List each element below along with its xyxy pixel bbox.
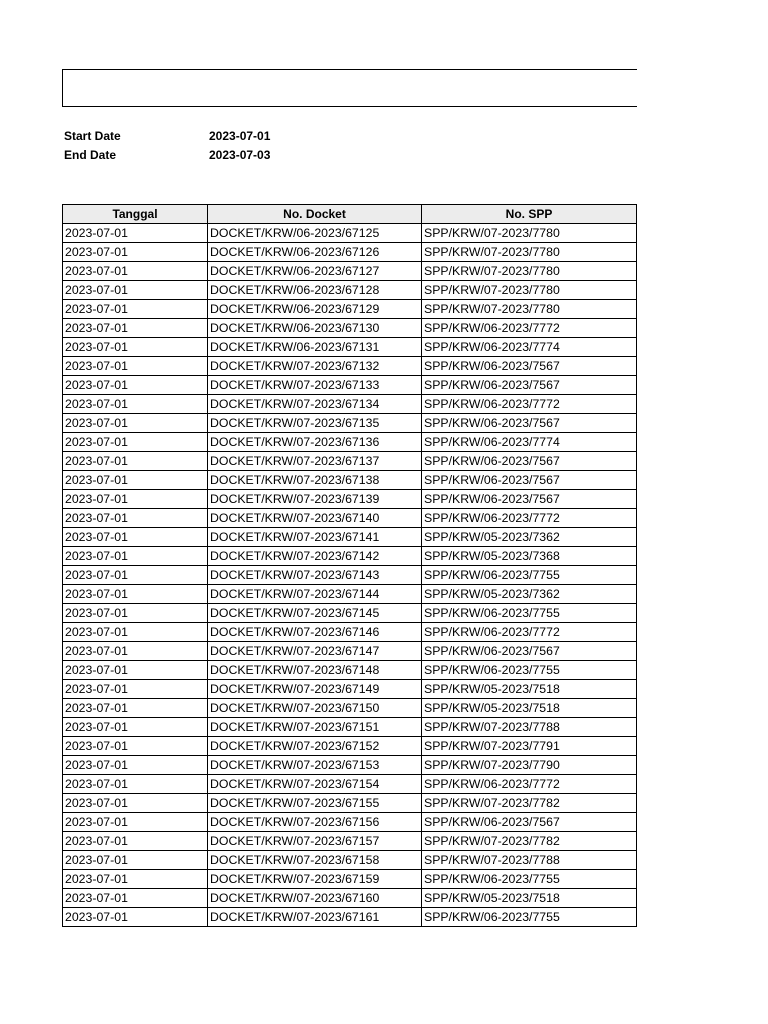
cell-tanggal: 2023-07-01 — [63, 490, 208, 509]
table-row — [63, 623, 637, 642]
table-row — [63, 680, 637, 699]
cell-no-spp: SPP/KRW/06-2023/7755 — [422, 661, 637, 680]
start-date-label: Start Date — [64, 129, 121, 143]
cell-tanggal: 2023-07-01 — [63, 718, 208, 737]
column-header-no-spp: No. SPP — [422, 205, 637, 224]
cell-no-spp: SPP/KRW/06-2023/7755 — [422, 566, 637, 585]
cell-tanggal: 2023-07-01 — [63, 243, 208, 262]
table-row — [63, 718, 637, 737]
table-row — [63, 794, 637, 813]
table-row — [63, 395, 637, 414]
cell-no-docket: DOCKET/KRW/07-2023/67151 — [208, 718, 422, 737]
cell-no-spp: SPP/KRW/05-2023/7518 — [422, 699, 637, 718]
table-row — [63, 813, 637, 832]
cell-no-spp: SPP/KRW/05-2023/7518 — [422, 889, 637, 908]
cell-no-docket: DOCKET/KRW/07-2023/67159 — [208, 870, 422, 889]
cell-tanggal: 2023-07-01 — [63, 813, 208, 832]
table-row — [63, 452, 637, 471]
table-row — [63, 224, 637, 243]
cell-no-spp: SPP/KRW/06-2023/7755 — [422, 870, 637, 889]
cell-tanggal: 2023-07-01 — [63, 300, 208, 319]
cell-no-spp: SPP/KRW/06-2023/7567 — [422, 471, 637, 490]
table-row — [63, 509, 637, 528]
cell-no-spp: SPP/KRW/07-2023/7780 — [422, 224, 637, 243]
cell-no-spp: SPP/KRW/06-2023/7567 — [422, 376, 637, 395]
cell-no-spp: SPP/KRW/06-2023/7567 — [422, 414, 637, 433]
cell-no-docket: DOCKET/KRW/07-2023/67150 — [208, 699, 422, 718]
table-row — [63, 851, 637, 870]
table-row — [63, 262, 637, 281]
cell-no-spp: SPP/KRW/06-2023/7755 — [422, 604, 637, 623]
table-row — [63, 433, 637, 452]
cell-no-spp: SPP/KRW/06-2023/7774 — [422, 338, 637, 357]
cell-no-spp: SPP/KRW/07-2023/7780 — [422, 243, 637, 262]
end-date-value: 2023-07-03 — [209, 148, 271, 162]
table-row — [63, 547, 637, 566]
cell-no-docket: DOCKET/KRW/06-2023/67125 — [208, 224, 422, 243]
table-row — [63, 376, 637, 395]
cell-no-docket: DOCKET/KRW/07-2023/67154 — [208, 775, 422, 794]
cell-tanggal: 2023-07-01 — [63, 794, 208, 813]
cell-no-spp: SPP/KRW/06-2023/7772 — [422, 775, 637, 794]
cell-no-docket: DOCKET/KRW/07-2023/67158 — [208, 851, 422, 870]
cell-no-spp: SPP/KRW/05-2023/7362 — [422, 528, 637, 547]
table-header-row — [63, 205, 637, 224]
cell-tanggal: 2023-07-01 — [63, 680, 208, 699]
table-row — [63, 756, 637, 775]
cell-no-docket: DOCKET/KRW/07-2023/67136 — [208, 433, 422, 452]
start-date-value: 2023-07-01 — [209, 129, 271, 143]
table-row — [63, 243, 637, 262]
cell-tanggal: 2023-07-01 — [63, 623, 208, 642]
cell-no-spp: SPP/KRW/05-2023/7518 — [422, 680, 637, 699]
cell-no-docket: DOCKET/KRW/07-2023/67152 — [208, 737, 422, 756]
cell-no-docket: DOCKET/KRW/07-2023/67133 — [208, 376, 422, 395]
cell-no-docket: DOCKET/KRW/07-2023/67160 — [208, 889, 422, 908]
cell-tanggal: 2023-07-01 — [63, 547, 208, 566]
cell-no-spp: SPP/KRW/06-2023/7772 — [422, 395, 637, 414]
cell-no-spp: SPP/KRW/06-2023/7772 — [422, 509, 637, 528]
cell-tanggal: 2023-07-01 — [63, 756, 208, 775]
cell-no-docket: DOCKET/KRW/07-2023/67161 — [208, 908, 422, 927]
table-row — [63, 357, 637, 376]
end-date-label: End Date — [64, 148, 117, 162]
cell-tanggal: 2023-07-01 — [63, 870, 208, 889]
table-row — [63, 300, 637, 319]
cell-no-spp: SPP/KRW/07-2023/7788 — [422, 718, 637, 737]
cell-tanggal: 2023-07-01 — [63, 642, 208, 661]
cell-no-docket: DOCKET/KRW/07-2023/67155 — [208, 794, 422, 813]
column-header-tanggal: Tanggal — [63, 205, 208, 224]
table-row — [63, 566, 637, 585]
cell-no-docket: DOCKET/KRW/06-2023/67129 — [208, 300, 422, 319]
cell-tanggal: 2023-07-01 — [63, 851, 208, 870]
cell-tanggal: 2023-07-01 — [63, 376, 208, 395]
cell-tanggal: 2023-07-01 — [63, 699, 208, 718]
cell-no-docket: DOCKET/KRW/07-2023/67143 — [208, 566, 422, 585]
cell-tanggal: 2023-07-01 — [63, 528, 208, 547]
cell-no-docket: DOCKET/KRW/07-2023/67157 — [208, 832, 422, 851]
cell-no-docket: DOCKET/KRW/07-2023/67132 — [208, 357, 422, 376]
cell-no-spp: SPP/KRW/06-2023/7772 — [422, 623, 637, 642]
docket-table — [62, 204, 637, 927]
table-row — [63, 414, 637, 433]
cell-no-docket: DOCKET/KRW/07-2023/67141 — [208, 528, 422, 547]
cell-tanggal: 2023-07-01 — [63, 357, 208, 376]
cell-no-spp: SPP/KRW/06-2023/7567 — [422, 813, 637, 832]
cell-no-docket: DOCKET/KRW/07-2023/67145 — [208, 604, 422, 623]
cell-tanggal: 2023-07-01 — [63, 433, 208, 452]
cell-no-spp: SPP/KRW/06-2023/7567 — [422, 357, 637, 376]
cell-tanggal: 2023-07-01 — [63, 224, 208, 243]
table-row — [63, 737, 637, 756]
cell-no-docket: DOCKET/KRW/07-2023/67142 — [208, 547, 422, 566]
table-row — [63, 832, 637, 851]
cell-no-docket: DOCKET/KRW/07-2023/67135 — [208, 414, 422, 433]
cell-no-docket: DOCKET/KRW/06-2023/67126 — [208, 243, 422, 262]
cell-tanggal: 2023-07-01 — [63, 775, 208, 794]
cell-tanggal: 2023-07-01 — [63, 452, 208, 471]
cell-no-spp: SPP/KRW/07-2023/7791 — [422, 737, 637, 756]
cell-no-spp: SPP/KRW/07-2023/7780 — [422, 300, 637, 319]
column-header-no-docket: No. Docket — [208, 205, 422, 224]
cell-no-docket: DOCKET/KRW/06-2023/67127 — [208, 262, 422, 281]
cell-no-docket: DOCKET/KRW/07-2023/67134 — [208, 395, 422, 414]
cell-tanggal: 2023-07-01 — [63, 509, 208, 528]
table-row — [63, 281, 637, 300]
report-title-box — [62, 69, 637, 107]
cell-tanggal: 2023-07-01 — [63, 661, 208, 680]
table-body — [63, 224, 637, 927]
cell-no-spp: SPP/KRW/06-2023/7567 — [422, 490, 637, 509]
table-row — [63, 490, 637, 509]
cell-no-spp: SPP/KRW/07-2023/7782 — [422, 832, 637, 851]
cell-tanggal: 2023-07-01 — [63, 338, 208, 357]
cell-no-docket: DOCKET/KRW/07-2023/67149 — [208, 680, 422, 699]
table-row — [63, 870, 637, 889]
cell-no-spp: SPP/KRW/07-2023/7788 — [422, 851, 637, 870]
cell-tanggal: 2023-07-01 — [63, 604, 208, 623]
table-row — [63, 642, 637, 661]
table-row — [63, 319, 637, 338]
cell-no-docket: DOCKET/KRW/07-2023/67148 — [208, 661, 422, 680]
cell-no-spp: SPP/KRW/07-2023/7780 — [422, 281, 637, 300]
cell-no-docket: DOCKET/KRW/06-2023/67131 — [208, 338, 422, 357]
cell-no-spp: SPP/KRW/06-2023/7772 — [422, 319, 637, 338]
cell-no-docket: DOCKET/KRW/07-2023/67139 — [208, 490, 422, 509]
cell-no-docket: DOCKET/KRW/07-2023/67147 — [208, 642, 422, 661]
cell-no-spp: SPP/KRW/07-2023/7790 — [422, 756, 637, 775]
cell-no-spp: SPP/KRW/05-2023/7362 — [422, 585, 637, 604]
cell-no-spp: SPP/KRW/06-2023/7774 — [422, 433, 637, 452]
cell-tanggal: 2023-07-01 — [63, 566, 208, 585]
cell-no-docket: DOCKET/KRW/07-2023/67144 — [208, 585, 422, 604]
table-row — [63, 889, 637, 908]
table-row — [63, 528, 637, 547]
cell-no-docket: DOCKET/KRW/06-2023/67130 — [208, 319, 422, 338]
cell-tanggal: 2023-07-01 — [63, 585, 208, 604]
table-row — [63, 471, 637, 490]
table-row — [63, 585, 637, 604]
cell-no-spp: SPP/KRW/06-2023/7567 — [422, 452, 637, 471]
table-row — [63, 908, 637, 927]
cell-no-docket: DOCKET/KRW/07-2023/67146 — [208, 623, 422, 642]
cell-tanggal: 2023-07-01 — [63, 281, 208, 300]
cell-no-spp: SPP/KRW/06-2023/7755 — [422, 908, 637, 927]
cell-tanggal: 2023-07-01 — [63, 471, 208, 490]
table-row — [63, 699, 637, 718]
cell-tanggal: 2023-07-01 — [63, 832, 208, 851]
cell-no-docket: DOCKET/KRW/07-2023/67140 — [208, 509, 422, 528]
cell-no-docket: DOCKET/KRW/07-2023/67156 — [208, 813, 422, 832]
cell-no-spp: SPP/KRW/05-2023/7368 — [422, 547, 637, 566]
cell-tanggal: 2023-07-01 — [63, 319, 208, 338]
cell-no-docket: DOCKET/KRW/07-2023/67137 — [208, 452, 422, 471]
cell-tanggal: 2023-07-01 — [63, 737, 208, 756]
cell-no-docket: DOCKET/KRW/06-2023/67128 — [208, 281, 422, 300]
cell-tanggal: 2023-07-01 — [63, 262, 208, 281]
cell-tanggal: 2023-07-01 — [63, 908, 208, 927]
cell-no-spp: SPP/KRW/07-2023/7782 — [422, 794, 637, 813]
table-row — [63, 604, 637, 623]
cell-tanggal: 2023-07-01 — [63, 414, 208, 433]
cell-no-spp: SPP/KRW/06-2023/7567 — [422, 642, 637, 661]
cell-no-spp: SPP/KRW/07-2023/7780 — [422, 262, 637, 281]
cell-tanggal: 2023-07-01 — [63, 889, 208, 908]
table-row — [63, 338, 637, 357]
table-row — [63, 775, 637, 794]
cell-no-docket: DOCKET/KRW/07-2023/67138 — [208, 471, 422, 490]
table-row — [63, 661, 637, 680]
cell-no-docket: DOCKET/KRW/07-2023/67153 — [208, 756, 422, 775]
cell-tanggal: 2023-07-01 — [63, 395, 208, 414]
